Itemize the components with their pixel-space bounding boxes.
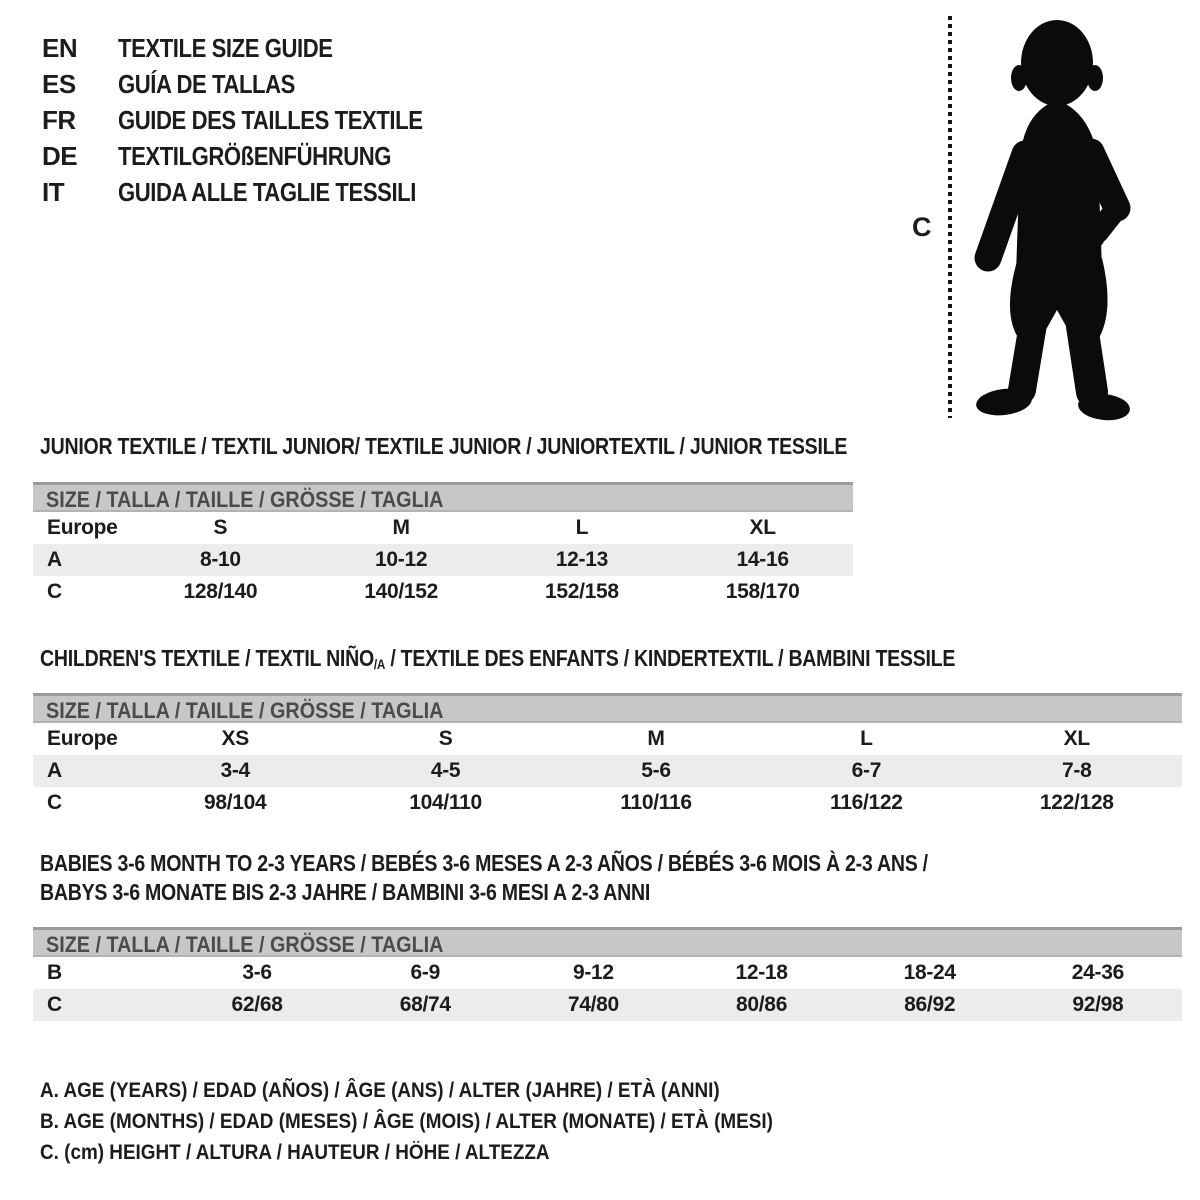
size-cell: 92/98 bbox=[1072, 993, 1124, 1017]
column-header-size: XL bbox=[749, 516, 776, 539]
legend-notes bbox=[40, 1075, 1182, 1168]
size-cell: 140/152 bbox=[364, 580, 439, 603]
size-cell: 86/92 bbox=[904, 993, 956, 1017]
size-cell: 6-9 bbox=[410, 961, 440, 985]
column-header-size: L bbox=[575, 516, 589, 539]
junior-row-height bbox=[33, 576, 853, 608]
junior-size-table bbox=[33, 512, 853, 608]
children-size-header-bar: SIZE / TALLA / TAILLE / GRÖSSE / TAGLIA bbox=[33, 693, 1182, 723]
height-measure-dashed-line bbox=[948, 16, 952, 418]
size-cell: 62/68 bbox=[231, 993, 283, 1017]
size-cell: 68/74 bbox=[399, 993, 451, 1017]
size-cell: 122/128 bbox=[1039, 791, 1114, 815]
size-cell: 98/104 bbox=[203, 791, 267, 815]
language-row-de bbox=[42, 138, 476, 174]
babies-section-title: BABIES 3-6 MONTH TO 2-3 YEARS / BEBÉS 3-6 MESES A 2-3 AÑOS / BÉBÉS 3-6 MOIS À 2-3 ANS / BABYS 3-6 MONATE BIS 2-3 JAHRE / BAMBINI 3-6 MESI A 2-3 ANNI bbox=[40, 850, 928, 906]
height-measure-label: C bbox=[912, 212, 932, 242]
size-cell: 116/122 bbox=[830, 791, 903, 815]
row-label: A bbox=[47, 759, 62, 783]
size-cell: 4-5 bbox=[430, 759, 461, 783]
size-cell: 104/110 bbox=[409, 791, 482, 815]
size-cell: 6-7 bbox=[851, 759, 882, 783]
column-header-europe: Europe bbox=[47, 727, 118, 751]
size-cell: 10-12 bbox=[375, 548, 428, 571]
column-header-europe: Europe bbox=[47, 516, 118, 539]
children-size-table bbox=[33, 723, 1182, 819]
column-header-size: M bbox=[392, 516, 410, 539]
row-label: B bbox=[47, 961, 62, 985]
babies-row-months bbox=[33, 957, 1182, 989]
size-cell: 3-4 bbox=[220, 759, 250, 783]
children-row-height bbox=[33, 787, 1182, 819]
toddler-silhouette bbox=[958, 12, 1144, 422]
note-age-months: B. AGE (MONTHS) / EDAD (MESES) / ÂGE (MOIS) / ALTER (MONATE) / ETÀ (MESI) bbox=[40, 1110, 773, 1134]
children-section-title: CHILDREN'S TEXTILE / TEXTIL $NIÑO_{/A}$ / TEXTILE DES ENFANTS / KINDERTEXTIL / BAMBINI TESSILE bbox=[40, 645, 956, 673]
language-code: IT bbox=[42, 176, 65, 207]
junior-row-age bbox=[33, 544, 853, 576]
size-cell: 128/140 bbox=[183, 580, 258, 603]
size-cell: 110/116 bbox=[620, 791, 692, 815]
column-header-size: XL bbox=[1063, 727, 1090, 751]
row-label: C bbox=[47, 791, 62, 815]
babies-size-table bbox=[33, 957, 1182, 1021]
language-row-en bbox=[42, 30, 476, 66]
children-row-age bbox=[33, 755, 1182, 787]
guide-title-it: GUIDA ALLE TAGLIE TESSILI bbox=[118, 176, 416, 207]
size-cell: 12-13 bbox=[555, 548, 608, 571]
language-code: FR bbox=[42, 104, 76, 135]
size-cell: 158/170 bbox=[725, 580, 800, 603]
column-header-size: XS bbox=[221, 727, 249, 751]
column-header-size: M bbox=[647, 727, 665, 751]
language-code: DE bbox=[42, 140, 78, 171]
junior-column-header-row bbox=[33, 512, 853, 544]
column-header-size: S bbox=[213, 516, 228, 539]
size-cell: 152/158 bbox=[544, 580, 619, 603]
size-cell: 8-10 bbox=[199, 548, 241, 571]
language-row-es bbox=[42, 66, 476, 102]
language-row-fr bbox=[42, 102, 476, 138]
size-tables-content bbox=[33, 428, 1182, 1168]
note-height-cm: C. (cm) HEIGHT / ALTURA / HAUTEUR / HÖHE / ALTEZZA bbox=[40, 1141, 550, 1165]
size-cell: 80/86 bbox=[736, 993, 788, 1017]
size-cell: 18-24 bbox=[903, 961, 956, 985]
row-label: A bbox=[47, 548, 62, 571]
language-code: EN bbox=[42, 32, 78, 63]
nino-a-subscript: /A bbox=[373, 657, 386, 673]
language-row-it bbox=[42, 174, 476, 210]
row-label: C bbox=[47, 993, 62, 1017]
column-header-size: L bbox=[860, 727, 873, 751]
children-column-header-row bbox=[33, 723, 1182, 755]
junior-size-header-bar: SIZE / TALLA / TAILLE / GRÖSSE / TAGLIA bbox=[33, 482, 853, 512]
babies-row-height bbox=[33, 989, 1182, 1021]
note-age-years: A. AGE (YEARS) / EDAD (AÑOS) / ÂGE (ANS) / ALTER (JAHRE) / ETÀ (ANNI) bbox=[40, 1079, 720, 1103]
size-cell: 14-16 bbox=[736, 548, 789, 571]
guide-title-de: TEXTILGRÖßENFÜHRUNG bbox=[118, 140, 392, 171]
row-label: C bbox=[47, 580, 62, 603]
size-cell: 24-36 bbox=[1071, 961, 1124, 985]
guide-title-fr: GUIDE DES TAILLES TEXTILE bbox=[118, 104, 423, 135]
guide-title-en: TEXTILE SIZE GUIDE bbox=[118, 32, 333, 63]
guide-title-es: GUÍA DE TALLAS bbox=[118, 68, 295, 99]
language-title-list bbox=[42, 30, 476, 210]
junior-section-title: JUNIOR TEXTILE / TEXTIL JUNIOR/ TEXTILE JUNIOR / JUNIORTEXTIL / JUNIOR TESSILE bbox=[40, 433, 848, 459]
size-cell: 12-18 bbox=[735, 961, 788, 985]
size-cell: 3-6 bbox=[242, 961, 272, 985]
size-cell: 9-12 bbox=[572, 961, 614, 985]
size-cell: 7-8 bbox=[1062, 759, 1092, 783]
size-cell: 5-6 bbox=[641, 759, 671, 783]
language-code: ES bbox=[42, 68, 76, 99]
babies-size-header-bar: SIZE / TALLA / TAILLE / GRÖSSE / TAGLIA bbox=[33, 927, 1182, 957]
column-header-size: S bbox=[438, 727, 453, 751]
size-cell: 74/80 bbox=[567, 993, 619, 1017]
